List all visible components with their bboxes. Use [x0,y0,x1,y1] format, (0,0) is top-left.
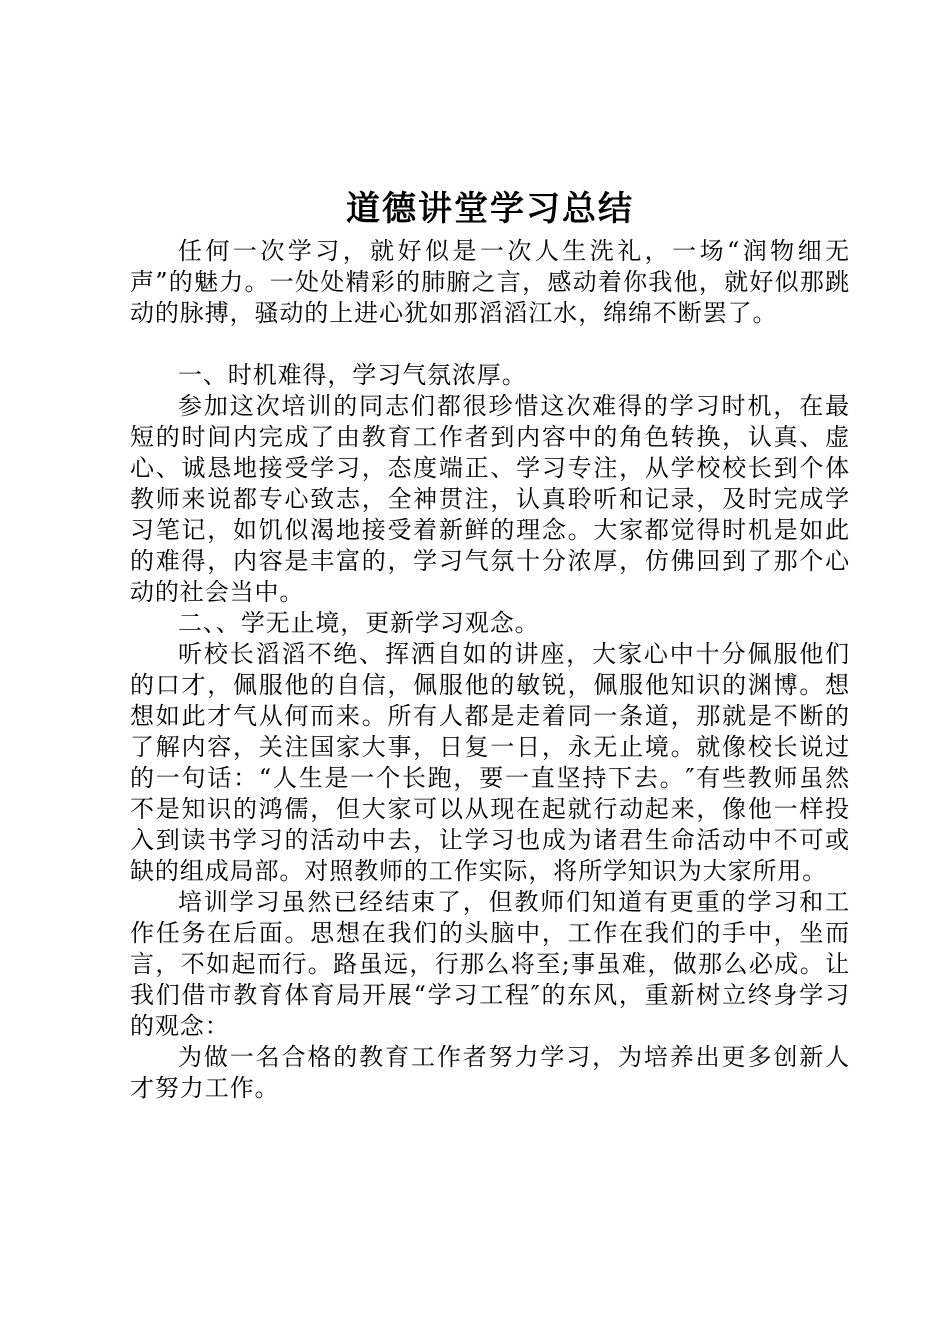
section2-body: 听校长滔滔不绝、挥洒自如的讲座，大家心中十分佩服他们的口才，佩服他的自信，佩服他的敏锐，佩服他知识的渊博。想想如此才气从何而来。所有人都是走着同一条道，那就是不断的了解内容，关注国家大事，日复一日，永无止境。就像校长说过的一句话：“人生是一个长跑，要一直坚持下去。″有些教师虽然不是知识的鸿儒，但大家可以从现在起就行动起来，像他一样投入到读书学习的活动中去，让学习也成为诸君生命活动中不可或缺的组成局部。对照教师的工作实际，将所学知识为大家所用。 [130,640,850,885]
document-title: 道德讲堂学习总结 [346,189,634,229]
section2-heading: 二、、学无止境，更新学习观念。 [178,609,540,637]
closing-paragraph-1: 培训学习虽然已经结束了，但教师们知道有更重的学习和工作任务在后面。思想在我们的头脑中，工作在我们的手中，坐而言，不如起而行。路虽远，行那么将至;事虽难，做那么必成。让我们借市教育体育局开展“学习工程″的东风，重新树立终身学习的观念： [130,888,850,1040]
paragraph-spacer [130,329,850,360]
closing-paragraph-2: 为做一名合格的教育工作者努力学习，为培养出更多创新人才努力工作。 [130,1043,850,1102]
intro-paragraph: 任何一次学习，就好似是一次人生洗礼，一场“润物细无声”的魅力。一处处精彩的肺腑之言，感动着你我他，就好似那跳动的脉搏，骚动的上进心犹如那滔滔江水，绵绵不断罢了。 [130,237,850,327]
section1-body: 参加这次培训的同志们都很珍惜这次难得的学习时机，在最短的时间内完成了由教育工作者到内容中的角色转换，认真、虚心、诚恳地接受学习，态度端正、学习专注，从学校校长到个体教师来说都专心致志，全神贯注，认真聆听和记录，及时完成学习笔记，如饥似渴地接受着新鲜的理念。大家都觉得时机是如此的难得，内容是丰富的，学习气氛十分浓厚，仿佛回到了那个心动的社会当中。 [130,392,850,606]
document-body [130,186,850,1104]
section1-heading: 一、时机难得，学习气氛浓厚。 [178,361,527,389]
